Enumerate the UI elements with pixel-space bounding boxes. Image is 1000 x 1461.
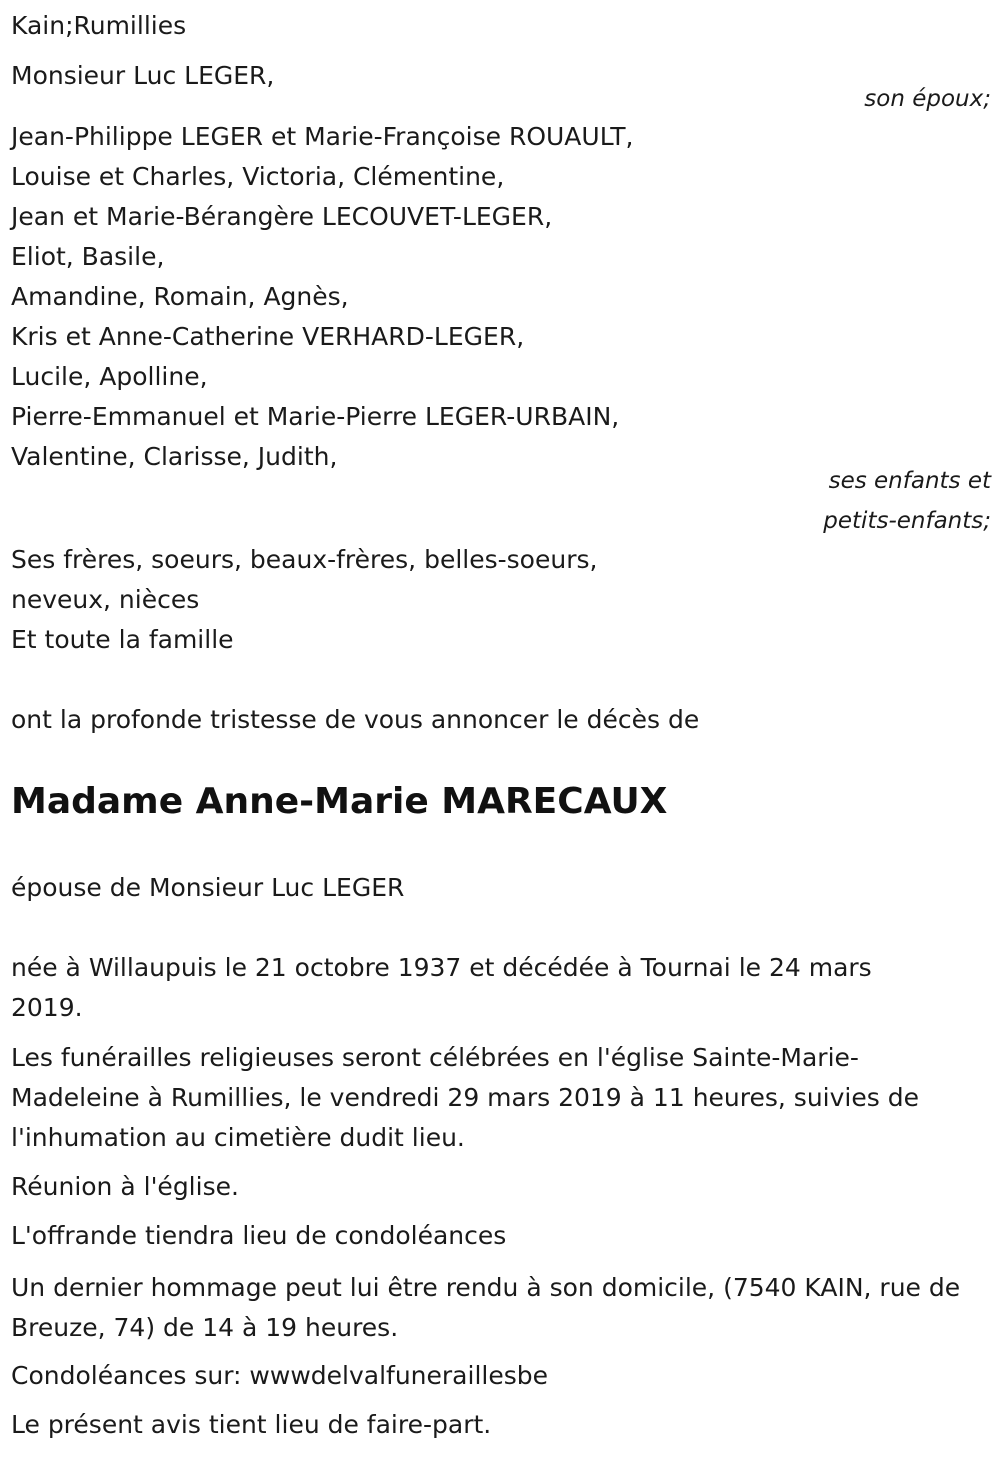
children-line: Lucile, Apolline, (11, 362, 208, 391)
spouse-of-text: épouse de Monsieur Luc LEGER (11, 873, 405, 902)
family-line: Ses frères, soeurs, beaux-frères, belles-soeurs, (11, 545, 598, 574)
deceased-name: Madame Anne-Marie MARECAUX (11, 781, 668, 822)
family-line: neveux, nièces (11, 585, 200, 614)
children-line: Amandine, Romain, Agnès, (11, 282, 349, 311)
meeting-text: Réunion à l'église. (11, 1172, 239, 1201)
children-role-line1: ses enfants et (828, 468, 991, 494)
spouse-name: Monsieur Luc LEGER, (11, 61, 275, 90)
children-line: Eliot, Basile, (11, 242, 165, 271)
tribute-text: Un dernier hommage peut lui être rendu à son domicile, (7540 KAIN, rue de Breuze, 74) de 14 à 19 heures. (11, 1273, 961, 1342)
offering-text: L'offrande tiendra lieu de condoléances (11, 1221, 507, 1250)
condolences-text: Condoléances sur: wwwdelvalfuneraillesbe (11, 1361, 548, 1390)
children-line: Louise et Charles, Victoria, Clémentine, (11, 162, 505, 191)
children-list (11, 117, 633, 477)
children-line: Jean et Marie-Bérangère LECOUVET-LEGER, (11, 202, 553, 231)
funeral-text: Les funérailles religieuses seront célébrées en l'église Sainte-Marie-Madeleine à Rumillies, le vendredi 29 mars 2019 à 11 heures, suivies de l'inhumation au cimetière dudit lieu. (11, 1043, 919, 1152)
announcement-text: ont la profonde tristesse de vous annoncer le décès de (11, 705, 700, 734)
children-line: Kris et Anne-Catherine VERHARD-LEGER, (11, 322, 525, 351)
family-list (11, 540, 597, 660)
children-line: Valentine, Clarisse, Judith, (11, 442, 338, 471)
location-header: Kain;Rumillies (11, 11, 187, 40)
notice-text: Le présent avis tient lieu de faire-part. (11, 1410, 492, 1439)
children-line: Pierre-Emmanuel et Marie-Pierre LEGER-URBAIN, (11, 402, 620, 431)
birth-death-text: née à Willaupuis le 21 octobre 1937 et décédée à Tournai le 24 mars 2019. (11, 953, 872, 1022)
family-line: Et toute la famille (11, 625, 234, 654)
children-role-line2: petits-enfants; (823, 508, 991, 534)
spouse-role: son époux; (864, 86, 991, 112)
children-line: Jean-Philippe LEGER et Marie-Françoise ROUAULT, (11, 122, 634, 151)
